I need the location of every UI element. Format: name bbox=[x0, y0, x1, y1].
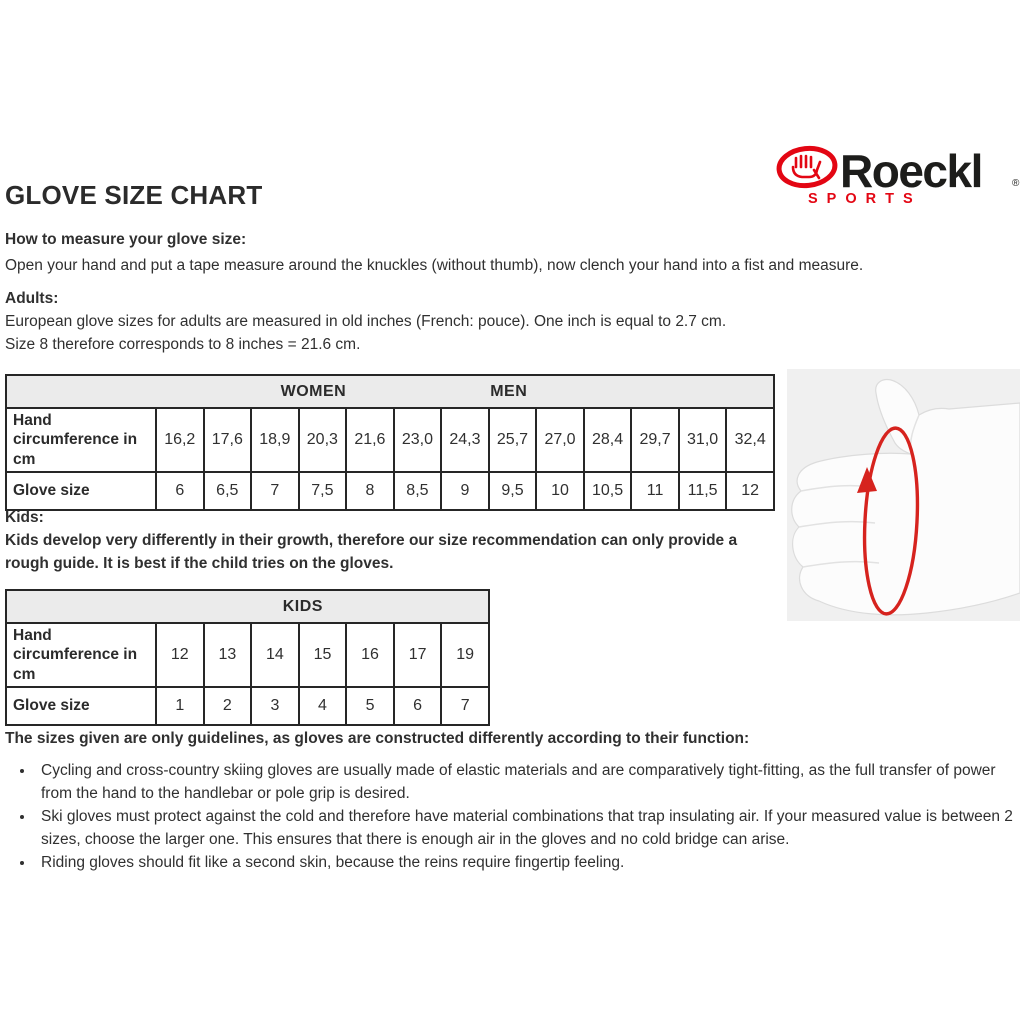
adults-circumference-value: 31,0 bbox=[679, 408, 727, 472]
kids-group-header-cell bbox=[6, 590, 489, 623]
kids-circumference-value: 16 bbox=[346, 623, 394, 687]
adults-circumference-value: 24,3 bbox=[441, 408, 489, 472]
how-to-heading: How to measure your glove size: bbox=[5, 231, 247, 248]
adults-circumference-value: 21,6 bbox=[346, 408, 394, 472]
women-group-label: WOMEN bbox=[280, 382, 347, 400]
adults-circumference-value: 20,3 bbox=[299, 408, 347, 472]
how-to-section bbox=[5, 228, 965, 277]
hand-measurement-illustration bbox=[787, 369, 1020, 621]
kids-circumference-value: 13 bbox=[204, 623, 252, 687]
guidelines-list bbox=[5, 759, 1019, 874]
kids-body: Kids develop very differently in their growth, therefore our size recommendation can only provide a rough guide. It is best if the child tries on the gloves. bbox=[5, 532, 738, 572]
kids-glove-size-value: 7 bbox=[441, 687, 489, 725]
adults-circumference-value: 17,6 bbox=[204, 408, 252, 472]
adults-section bbox=[5, 287, 965, 356]
kids-heading: Kids: bbox=[5, 509, 44, 526]
adults-circumference-value: 23,0 bbox=[394, 408, 442, 472]
roeckl-sports-logo bbox=[776, 140, 1024, 214]
kids-glove-size-value: 4 bbox=[299, 687, 347, 725]
logo-sports-text: SPORTS bbox=[808, 191, 922, 207]
adults-circumference-value: 25,7 bbox=[489, 408, 537, 472]
kids-glove-size-value: 2 bbox=[204, 687, 252, 725]
guidelines-section bbox=[5, 727, 1019, 874]
kids-circumference-value: 12 bbox=[156, 623, 204, 687]
adults-group-header-cell bbox=[6, 375, 774, 408]
adults-glove-size-value: 7,5 bbox=[299, 472, 347, 510]
adults-glove-size-value: 11,5 bbox=[679, 472, 727, 510]
adults-glove-size-value: 10 bbox=[536, 472, 584, 510]
adults-group-header-row bbox=[6, 375, 774, 408]
kids-circumference-value: 17 bbox=[394, 623, 442, 687]
kids-glove-size-label: Glove size bbox=[6, 687, 156, 725]
guideline-item-riding: • Riding gloves should fit like a second skin, because the reins require fingertip feeling. bbox=[35, 851, 1019, 874]
how-to-body: Open your hand and put a tape measure around the knuckles (without thumb), now clench your hand into a fist and measure. bbox=[5, 257, 864, 274]
adults-glove-size-value: 8,5 bbox=[394, 472, 442, 510]
adults-glove-size-value: 10,5 bbox=[584, 472, 632, 510]
kids-circumference-value: 15 bbox=[299, 623, 347, 687]
kids-size-table bbox=[5, 589, 490, 726]
adults-circumference-value: 29,7 bbox=[631, 408, 679, 472]
adults-circumference-label: Hand circumference in cm bbox=[6, 408, 156, 472]
roeckl-logo-graphic bbox=[776, 140, 1024, 214]
kids-circumference-label: Hand circumference in cm bbox=[6, 623, 156, 687]
page-title: GLOVE SIZE CHART bbox=[5, 180, 263, 210]
adults-glove-size-value: 12 bbox=[726, 472, 774, 510]
kids-glove-size-value: 6 bbox=[394, 687, 442, 725]
adults-glove-size-value: 11 bbox=[631, 472, 679, 510]
adults-glove-size-value: 6 bbox=[156, 472, 204, 510]
adults-circumference-value: 32,4 bbox=[726, 408, 774, 472]
logo-hand-glyph-icon bbox=[793, 156, 820, 178]
adults-glove-size-value: 9,5 bbox=[489, 472, 537, 510]
adults-size-table bbox=[5, 374, 775, 511]
adults-glove-size-value: 7 bbox=[251, 472, 299, 510]
guideline-item-cycling: • Cycling and cross-country skiing gloves are usually made of elastic materials and are comparatively tight-fitting, as the full transfer of power from the hand to the handlebar or pole grip is desired. bbox=[35, 759, 1019, 805]
kids-circumference-value: 14 bbox=[251, 623, 299, 687]
adults-glove-size-value: 8 bbox=[346, 472, 394, 510]
adults-circumference-value: 27,0 bbox=[536, 408, 584, 472]
adults-circumference-row bbox=[6, 408, 774, 472]
adults-glove-size-value: 9 bbox=[441, 472, 489, 510]
adults-heading: Adults: bbox=[5, 290, 59, 307]
kids-circumference-row bbox=[6, 623, 489, 687]
adults-glove-size-value: 6,5 bbox=[204, 472, 252, 510]
men-group-label: MEN bbox=[490, 382, 528, 400]
adults-line1: European glove sizes for adults are measured in old inches (French: pouce). One inch is equal to 2.7 cm. bbox=[5, 313, 727, 330]
adults-circumference-value: 18,9 bbox=[251, 408, 299, 472]
kids-section bbox=[5, 506, 757, 575]
adults-circumference-value: 28,4 bbox=[584, 408, 632, 472]
guidelines-heading: The sizes given are only guidelines, as gloves are constructed differently according to their function: bbox=[5, 730, 750, 747]
hand-measurement-figure bbox=[787, 369, 1020, 621]
kids-group-header-row bbox=[6, 590, 489, 623]
logo-brand-text: Roeckl bbox=[840, 145, 982, 197]
kids-circumference-value: 19 bbox=[441, 623, 489, 687]
kids-group-label: KIDS bbox=[282, 597, 323, 615]
adults-circumference-value: 16,2 bbox=[156, 408, 204, 472]
adults-glove-size-row bbox=[6, 472, 774, 510]
kids-glove-size-row bbox=[6, 687, 489, 725]
adults-line2: Size 8 therefore corresponds to 8 inches = 21.6 cm. bbox=[5, 336, 361, 353]
logo-registered-mark: ® bbox=[1012, 178, 1020, 189]
guideline-item-ski: • Ski gloves must protect against the cold and therefore have material combinations that trap insulating air. If your measured value is between 2 sizes, choose the larger one. This ensures that there is enough air in the gloves and no cold bridge can arise. bbox=[35, 805, 1019, 851]
kids-glove-size-value: 5 bbox=[346, 687, 394, 725]
kids-glove-size-value: 1 bbox=[156, 687, 204, 725]
kids-glove-size-value: 3 bbox=[251, 687, 299, 725]
adults-glove-size-label: Glove size bbox=[6, 472, 156, 510]
